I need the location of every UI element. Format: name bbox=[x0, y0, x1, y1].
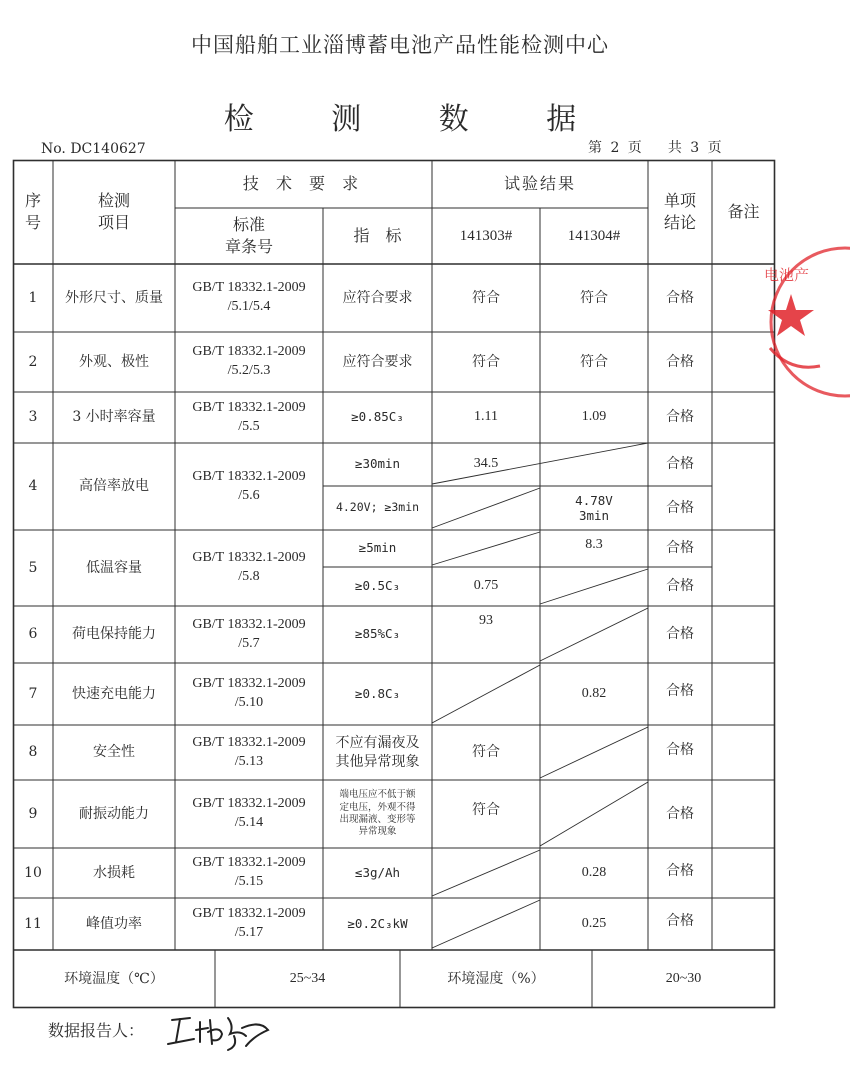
report-number: No. DC140627 bbox=[41, 141, 146, 157]
row-3-no: 3 bbox=[28, 409, 38, 426]
env-temperature-label: 环境温度（℃） bbox=[64, 970, 164, 987]
row-4-result-b-2: 4.78V 3min bbox=[575, 493, 613, 523]
row-2-result-b: 符合 bbox=[580, 353, 608, 370]
header-indicator: 指 标 bbox=[353, 226, 402, 246]
row-3-conclusion: 合格 bbox=[666, 409, 694, 426]
row-10-standard: GB/T 18332.1-2009 /5.15 bbox=[192, 855, 306, 889]
row-1-standard: GB/T 18332.1-2009 /5.1/5.4 bbox=[192, 280, 306, 314]
row-4-no: 4 bbox=[28, 478, 38, 495]
row-11-item: 峰值功率 bbox=[86, 915, 142, 932]
row-5-indicator-1: ≥5min bbox=[358, 540, 397, 556]
row-1-item: 外形尺寸、质量 bbox=[65, 289, 163, 306]
row-1-indicator: 应符合要求 bbox=[342, 289, 413, 306]
row-3-indicator: ≥0.85C₃ bbox=[351, 409, 404, 425]
row-5-result-b-1: 8.3 bbox=[585, 536, 603, 552]
row-5-standard: GB/T 18332.1-2009 /5.8 bbox=[192, 550, 306, 584]
header-standard: 标准 章条号 bbox=[224, 215, 273, 256]
row-6-indicator: ≥85%C₃ bbox=[354, 626, 401, 642]
row-6-result-a: 93 bbox=[479, 612, 493, 628]
row-6-no: 6 bbox=[28, 626, 38, 643]
row-11-result-b: 0.25 bbox=[581, 915, 607, 931]
row-6-standard: GB/T 18332.1-2009 /5.7 bbox=[192, 616, 306, 651]
row-4-conclusion-2: 合格 bbox=[666, 499, 694, 516]
row-9-indicator: 端电压应不低于额 定电压，外观不得 出现漏液、变形等 异常现象 bbox=[339, 789, 416, 838]
row-5-indicator-2: ≥0.5C₃ bbox=[354, 578, 401, 594]
reporter-label: 数据报告人： bbox=[48, 1021, 145, 1040]
row-3-item: 3 小时率容量 bbox=[72, 409, 156, 426]
row-8-standard: GB/T 18332.1-2009 /5.13 bbox=[192, 734, 306, 769]
row-8-conclusion: 合格 bbox=[666, 741, 694, 758]
row-4-standard: GB/T 18332.1-2009 /5.6 bbox=[192, 468, 306, 503]
row-4-indicator-1: ≥30min bbox=[354, 456, 401, 472]
env-humidity-label: 环境湿度（%） bbox=[447, 970, 545, 987]
row-9-result-a: 符合 bbox=[472, 801, 500, 818]
row-7-item: 快速充电能力 bbox=[72, 685, 156, 702]
row-10-conclusion: 合格 bbox=[666, 862, 694, 879]
row-10-no: 10 bbox=[24, 864, 42, 881]
row-5-conclusion-1: 合格 bbox=[666, 540, 694, 557]
page-current: 第 2 页 bbox=[588, 140, 642, 156]
env-humidity-value: 20~30 bbox=[665, 970, 702, 986]
row-10-indicator: ≤3g/Ah bbox=[354, 864, 401, 880]
header-seq: 序 号 bbox=[24, 191, 41, 232]
row-7-conclusion: 合格 bbox=[666, 683, 694, 700]
row-2-conclusion: 合格 bbox=[666, 353, 694, 370]
row-7-no: 7 bbox=[28, 685, 38, 702]
row-9-item: 耐振动能力 bbox=[79, 805, 149, 822]
row-1-conclusion: 合格 bbox=[666, 289, 694, 306]
row-8-indicator: 不应有漏夜及 其他异常现象 bbox=[335, 735, 420, 770]
header-sample-a: 141303# bbox=[459, 227, 513, 244]
row-2-item: 外观、极性 bbox=[79, 353, 149, 370]
document-title: 检 测 数 据 bbox=[223, 102, 611, 137]
row-7-result-b: 0.82 bbox=[581, 685, 607, 701]
official-seal bbox=[750, 252, 850, 382]
row-8-result-a: 符合 bbox=[472, 744, 500, 761]
row-5-result-a-2: 0.75 bbox=[473, 578, 499, 594]
header-sample-b: 141304# bbox=[567, 227, 621, 244]
row-11-standard: GB/T 18332.1-2009 /5.17 bbox=[192, 906, 306, 940]
row-9-conclusion: 合格 bbox=[666, 805, 694, 822]
row-2-standard: GB/T 18332.1-2009 /5.2/5.3 bbox=[192, 344, 306, 378]
organization-name: 中国船舶工业淄博蓄电池产品性能检测中心 bbox=[191, 33, 609, 57]
row-3-result-b: 1.09 bbox=[581, 409, 607, 425]
header-conclusion: 单项 结论 bbox=[663, 191, 696, 232]
row-8-item: 安全性 bbox=[93, 744, 135, 761]
row-11-indicator: ≥0.2C₃kW bbox=[347, 915, 408, 931]
header-tech-requirements: 技 术 要 求 bbox=[242, 174, 365, 194]
row-5-no: 5 bbox=[28, 559, 38, 576]
row-7-standard: GB/T 18332.1-2009 /5.10 bbox=[192, 676, 306, 710]
row-8-no: 8 bbox=[28, 744, 38, 761]
row-4-item: 高倍率放电 bbox=[79, 478, 149, 495]
reporter-signature bbox=[150, 1006, 280, 1054]
row-1-result-b: 符合 bbox=[580, 289, 608, 306]
row-11-conclusion: 合格 bbox=[666, 912, 694, 929]
row-5-conclusion-2: 合格 bbox=[666, 578, 694, 595]
row-4-indicator-2: 4.20V; ≥3min bbox=[335, 500, 420, 515]
row-6-conclusion: 合格 bbox=[666, 626, 694, 643]
page-indicator bbox=[588, 137, 722, 157]
row-7-indicator: ≥0.8C₃ bbox=[354, 685, 401, 701]
row-6-item: 荷电保持能力 bbox=[72, 626, 156, 643]
header-remark: 备注 bbox=[727, 202, 760, 222]
header-test-results: 试验结果 bbox=[503, 174, 576, 194]
row-9-standard: GB/T 18332.1-2009 /5.14 bbox=[192, 796, 306, 830]
row-2-result-a: 符合 bbox=[472, 353, 500, 370]
row-10-item: 水损耗 bbox=[93, 864, 135, 881]
row-1-no: 1 bbox=[28, 289, 38, 306]
row-4-conclusion-1: 合格 bbox=[666, 456, 694, 473]
row-3-standard: GB/T 18332.1-2009 /5.5 bbox=[192, 399, 306, 434]
row-2-indicator: 应符合要求 bbox=[342, 353, 413, 370]
env-temperature-value: 25~34 bbox=[289, 970, 326, 986]
seal-text: 电池产 bbox=[764, 266, 810, 284]
page-total: 共 3 页 bbox=[667, 140, 722, 156]
row-2-no: 2 bbox=[28, 353, 38, 370]
row-9-no: 9 bbox=[28, 805, 38, 822]
row-5-item: 低温容量 bbox=[86, 559, 142, 576]
row-3-result-a: 1.11 bbox=[474, 409, 498, 425]
row-4-result-a-1: 34.5 bbox=[473, 456, 499, 472]
header-item: 检测 项目 bbox=[97, 191, 130, 232]
row-11-no: 11 bbox=[24, 915, 42, 932]
row-10-result-b: 0.28 bbox=[581, 864, 607, 880]
row-1-result-a: 符合 bbox=[472, 289, 500, 306]
